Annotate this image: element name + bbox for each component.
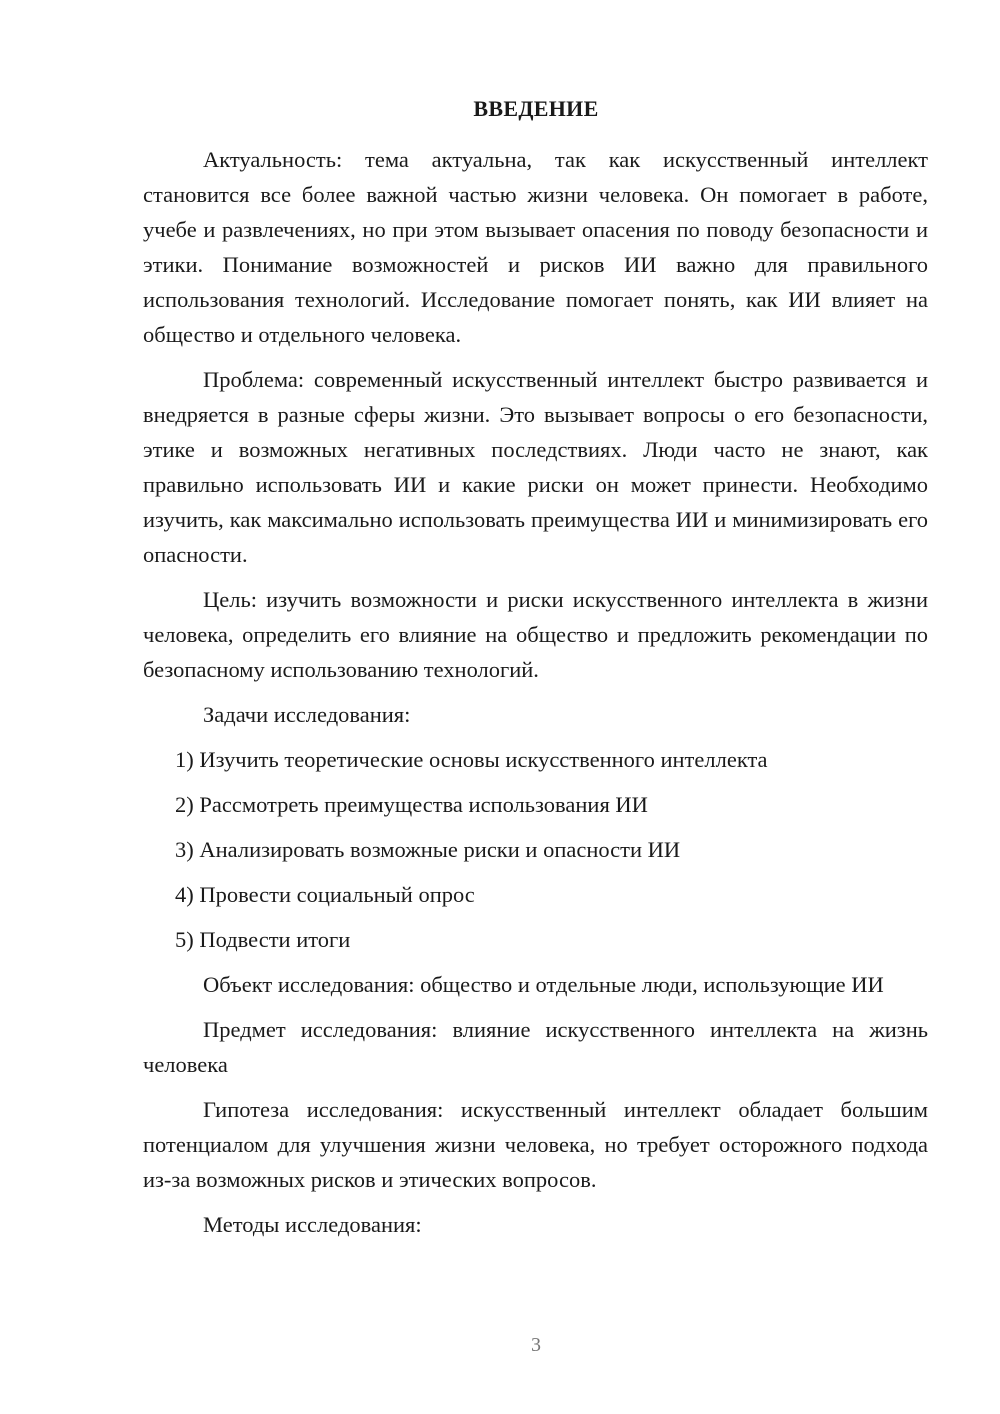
hypothesis-paragraph: Гипотеза исследования: искусственный интеллект обладает большим потенциалом для улучшения жизни человека, но требует осторожного подхода из-за возможных рисков и этических вопросов.: [143, 1097, 928, 1192]
task-item: 3) Анализировать возможные риски и опасности ИИ: [175, 837, 681, 862]
section-heading: ВВЕДЕНИЕ: [473, 96, 599, 121]
body-text: [143, 142, 928, 1252]
relevance-paragraph: Актуальность: тема актуальна, так как искусственный интеллект становится все более важной частью жизни человека. Он помогает в работе, учебе и развлечениях, но при этом вызывает опасения по поводу безопасности и этики. Понимание возможностей и рисков ИИ важно для правильного использования технологий. Исследование помогает понять, как ИИ влияет на общество и отдельного человека.: [143, 147, 928, 347]
task-item: 4) Провести социальный опрос: [175, 882, 475, 907]
problem-paragraph: Проблема: современный искусственный интеллект быстро развивается и внедряется в разные сферы жизни. Это вызывает вопросы о его безопасности, этике и возможных негативных последствиях. Люди часто не знают, как правильно использовать ИИ и какие риски он может принести. Необходимо изучить, как максимально использовать преимущества ИИ и минимизировать его опасности.: [143, 367, 928, 567]
goal-paragraph: Цель: изучить возможности и риски искусственного интеллекта в жизни человека, определить его влияние на общество и предложить рекомендации по безопасному использованию технологий.: [143, 587, 928, 682]
tasks-label: Задачи исследования:: [203, 702, 411, 727]
task-item: 1) Изучить теоретические основы искусственного интеллекта: [175, 747, 768, 772]
object-paragraph: Объект исследования: общество и отдельные люди, использующие ИИ: [203, 972, 884, 997]
task-item: 2) Рассмотреть преимущества использования ИИ: [175, 792, 648, 817]
page-number: 3: [531, 1334, 541, 1356]
subject-paragraph: Предмет исследования: влияние искусственного интеллекта на жизнь человека: [143, 1017, 928, 1077]
methods-label: Методы исследования:: [203, 1212, 422, 1237]
task-item: 5) Подвести итоги: [175, 927, 351, 952]
